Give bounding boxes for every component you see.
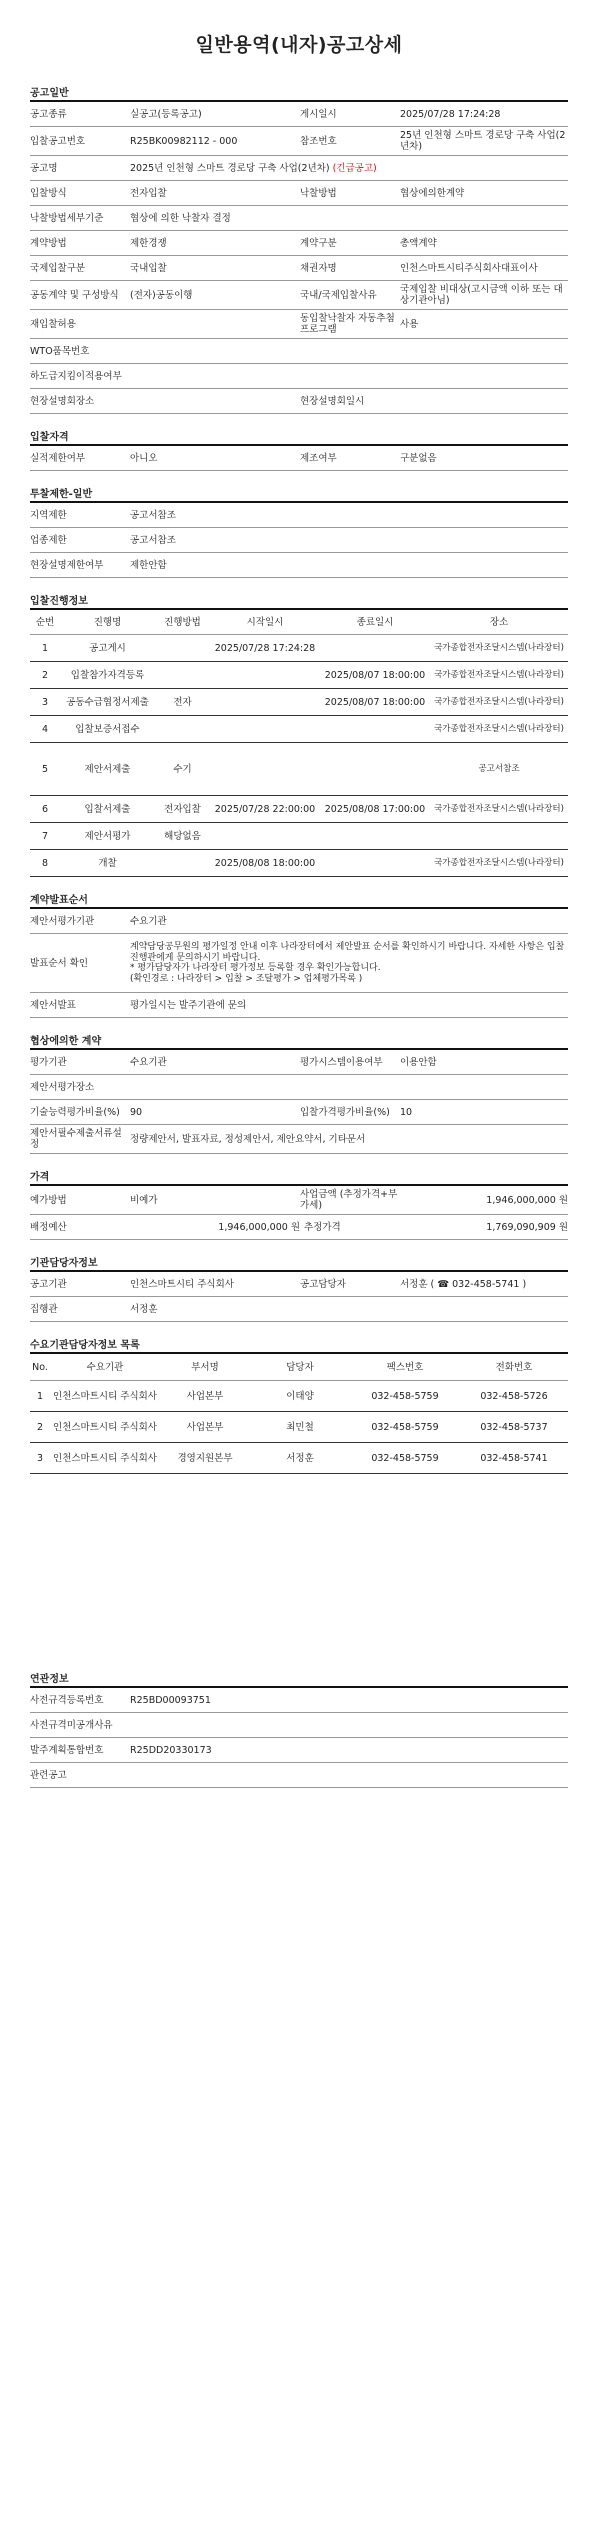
demand-cell-fax: 032-458-5759: [371, 1452, 439, 1464]
progress-row: [30, 743, 568, 796]
basic-row-4: [30, 181, 568, 206]
value-pre-spec-reason: [130, 1722, 568, 1728]
nego-row-4: [30, 1125, 568, 1154]
label-budget: 배정예산: [30, 1221, 67, 1233]
value-eval-agency: 수요기관: [130, 1056, 167, 1068]
progress-cell-place: 공고서참조: [478, 763, 520, 774]
progress-row: [30, 689, 568, 716]
progress-cell-place: 국가종합전자조달시스템(나라장터): [434, 803, 564, 814]
col-seq: 순번: [35, 616, 55, 628]
demand-cell-contact: 이태양: [286, 1390, 314, 1402]
value-notice-number: R25BK00982112 - 000: [130, 135, 238, 147]
progress-cell-place: 국가종합전자조달시스템(나라장터): [434, 723, 564, 734]
label-eval-org: 제안서평가기관: [30, 915, 95, 927]
basic-row-6: [30, 231, 568, 256]
value-perf-limit: 아니오: [130, 452, 158, 464]
value-wto: [130, 348, 568, 354]
progress-cell-start: 2025/08/08 18:00:00: [214, 857, 316, 869]
progress-cell-step: 공고게시: [89, 642, 126, 654]
demand-cell-contact: 서정훈: [286, 1452, 314, 1464]
basic-row-5: [30, 206, 568, 231]
value-region-limit: 공고서참조: [130, 509, 176, 521]
progress-cell-seq: 8: [41, 857, 49, 869]
label-rebid: 재입찰허용: [30, 318, 76, 330]
basic-row-12: [30, 389, 568, 414]
order-check-line-3: (확인경로 : 나라장터 > 입찰 > 조달평가 > 업체평가목록 ): [130, 973, 363, 984]
col-dept: 부서명: [191, 1361, 219, 1373]
value-intl-reason: 국제입찰 비대상(고시금액 이하 또는 대상기관아님): [400, 284, 563, 306]
col-agency: 수요기관: [86, 1361, 124, 1373]
limit-row-3: [30, 553, 568, 578]
progress-cell-method: 전자: [173, 696, 192, 708]
progress-cell-end: [320, 833, 430, 839]
label-executor: 집행관: [30, 1303, 58, 1315]
price-row-2: [30, 1215, 568, 1240]
demand-table-body: [30, 1381, 568, 1474]
col-fax: 팩스번호: [386, 1361, 424, 1373]
label-wto: WTO품목번호: [30, 345, 90, 357]
label-eval-place: 제안서평가장소: [30, 1081, 95, 1093]
label-joint-contract: 공동계약 및 구성방식: [30, 289, 119, 301]
value-notice-type: 실공고(등록공고): [130, 108, 202, 120]
progress-cell-method: 해당없음: [164, 830, 201, 842]
label-pre-spec-reason: 사전규격미공개사유: [30, 1719, 113, 1731]
value-tech-ratio: 90: [130, 1106, 143, 1118]
progress-cell-start: [210, 766, 320, 772]
label-notice-name: 공고명: [30, 162, 58, 174]
order-check-line-2: * 평가담당자가 나라장터 평가정보 등록할 경우 확인가능합니다.: [130, 963, 381, 973]
basic-row-2: [30, 127, 568, 156]
demand-cell-no: 1: [36, 1390, 44, 1402]
value-subcontract: [170, 373, 568, 379]
label-industry-limit: 업종제한: [30, 534, 67, 546]
label-related-notice: 관련공고: [30, 1769, 67, 1781]
order-row-2: [30, 934, 568, 993]
related-row-4: [30, 1763, 568, 1788]
col-contact: 담당자: [286, 1361, 314, 1373]
demand-table-header: [30, 1354, 568, 1381]
progress-cell-seq: 7: [41, 830, 49, 842]
label-notice-number: 입찰공고번호: [30, 135, 86, 147]
progress-cell-seq: 3: [41, 696, 49, 708]
demand-row: [30, 1443, 568, 1474]
value-price-method: 비예가: [130, 1194, 158, 1206]
progress-cell-seq: 6: [41, 803, 49, 815]
related-row-3: [30, 1738, 568, 1763]
demand-cell-phone: 032-458-5737: [480, 1421, 548, 1433]
progress-cell-seq: 4: [41, 723, 49, 735]
progress-row: [30, 716, 568, 743]
order-row-3: [30, 993, 568, 1018]
demand-cell-agency: 인천스마트시티 주식회사: [53, 1390, 157, 1402]
progress-cell-step: 공동수급협정서제출: [66, 696, 149, 708]
progress-cell-place: 국가종합전자조달시스템(나라장터): [434, 696, 564, 707]
demand-row: [30, 1412, 568, 1443]
label-required-docs: 제안서필수제출서류설정: [30, 1128, 122, 1150]
value-presentation: 평가일시는 발주기관에 문의: [130, 999, 247, 1011]
col-method: 진행방법: [164, 616, 201, 628]
progress-cell-end: 2025/08/07 18:00:00: [324, 696, 426, 708]
progress-row: [30, 635, 568, 662]
label-pre-spec-no: 사전규격등록번호: [30, 1694, 104, 1706]
col-no: No.: [32, 1361, 48, 1373]
label-award-criteria: 낙찰방법세부기준: [30, 212, 104, 224]
progress-cell-start: 2025/07/28 17:24:28: [214, 642, 316, 654]
col-end: 종료일시: [356, 616, 394, 628]
demand-cell-agency: 인천스마트시티 주식회사: [53, 1421, 157, 1433]
value-pre-spec-no: R25BD00093751: [130, 1694, 211, 1706]
progress-cell-end: [320, 645, 430, 651]
demand-cell-phone: 032-458-5741: [480, 1452, 548, 1464]
basic-row-9: [30, 310, 568, 339]
section-related-title: 연관정보: [30, 1656, 568, 1688]
label-eval-system: 평가시스템이용여부: [300, 1056, 383, 1068]
label-order-check: 발표순서 확인: [30, 957, 89, 969]
value-briefing-place: [130, 398, 300, 404]
progress-table-header: [30, 610, 568, 635]
section-qual-title: 입찰자격: [30, 414, 568, 446]
progress-cell-end: 2025/08/08 17:00:00: [324, 803, 426, 815]
col-step: 진행명: [93, 616, 122, 628]
label-estimated-price: 추정가격: [304, 1221, 341, 1233]
label-ref-number: 참조번호: [300, 135, 337, 147]
value-intl-bid: 국내입찰: [130, 262, 167, 274]
col-start: 시작일시: [246, 616, 284, 628]
value-contract-type: 총액계약: [400, 237, 437, 249]
value-award-criteria: 협상에 의한 낙찰자 결정: [130, 212, 231, 224]
label-briefing-date: 현장설명회일시: [300, 395, 365, 407]
progress-row: [30, 662, 568, 689]
demand-cell-no: 2: [36, 1421, 44, 1433]
value-eval-place: [130, 1084, 568, 1090]
value-rebid: [130, 321, 300, 327]
label-price-method: 예가방법: [30, 1194, 67, 1206]
value-manufacture: 구분없음: [400, 452, 437, 464]
progress-cell-method: [155, 672, 210, 678]
label-contract-method: 계약방법: [30, 237, 67, 249]
basic-row-10: [30, 339, 568, 364]
value-ref-number: 25년 인천형 스마트 경로당 구축 사업(2년차): [400, 130, 566, 152]
label-creditor: 채권자명: [300, 262, 337, 274]
label-region-limit: 지역제한: [30, 509, 67, 521]
progress-cell-method: 수기: [173, 763, 192, 775]
progress-cell-end: [320, 766, 430, 772]
demand-row: [30, 1381, 568, 1412]
label-briefing-limit: 현장설명제한여부: [30, 559, 104, 571]
progress-cell-method: [155, 860, 210, 866]
qual-row-1: [30, 446, 568, 471]
page-title: 일반용역(내자)공고상세: [195, 34, 403, 56]
progress-row: [30, 823, 568, 850]
value-project-amount: 1,946,000,000 원: [486, 1194, 568, 1206]
progress-row: [30, 850, 568, 877]
label-contract-type: 계약구분: [300, 237, 337, 249]
value-eval-org: 수요기관: [130, 915, 167, 927]
value-post-date: 2025/07/28 17:24:28: [400, 108, 501, 120]
progress-cell-start: [210, 833, 320, 839]
label-subcontract: 하도급지킴이적용여부: [30, 370, 122, 382]
value-creditor: 인천스마트시티주식회사대표이사: [400, 262, 538, 274]
basic-row-7: [30, 256, 568, 281]
value-briefing-limit: 제한안함: [130, 559, 167, 571]
section-order-title: 계약발표순서: [30, 877, 568, 909]
demand-cell-fax: 032-458-5759: [371, 1421, 439, 1433]
value-eval-system: 이용안함: [400, 1056, 437, 1068]
value-estimated-price: 1,769,090,909 원: [486, 1221, 568, 1233]
notice-name-text: 2025년 인천형 스마트 경로당 구축 사업(2년차): [130, 162, 330, 174]
notice-detail: [30, 0, 568, 1788]
value-executor: 서정훈: [130, 1303, 158, 1315]
value-bid-method: 전자입찰: [130, 187, 167, 199]
progress-cell-start: [210, 699, 320, 705]
value-auto-lottery: 사용: [400, 318, 419, 330]
blank-gap: [30, 1474, 568, 1656]
section-basic-title: 공고일반: [30, 70, 568, 102]
label-eval-agency: 평가기관: [30, 1056, 67, 1068]
demand-cell-contact: 최민철: [286, 1421, 314, 1433]
label-perf-limit: 실적제한여부: [30, 452, 86, 464]
basic-row-3: [30, 156, 568, 181]
related-row-2: [30, 1713, 568, 1738]
section-demand-title: 수요기관담당자정보 목록: [30, 1322, 568, 1354]
progress-cell-step: 제안서제출: [84, 763, 131, 775]
value-notice-org: 인천스마트시티 주식회사: [130, 1278, 234, 1290]
demand-cell-dept: 사업본부: [186, 1390, 224, 1402]
org-row-1: [30, 1272, 568, 1297]
value-related-notice: [130, 1772, 568, 1778]
label-intl-reason: 국내/국제입찰사유: [300, 289, 377, 301]
demand-cell-phone: 032-458-5726: [480, 1390, 548, 1402]
label-briefing-place: 현장설명회장소: [30, 395, 95, 407]
nego-row-2: [30, 1075, 568, 1100]
progress-cell-start: 2025/07/28 22:00:00: [214, 803, 316, 815]
label-manager: 공고담당자: [300, 1278, 346, 1290]
progress-cell-step: 개찰: [98, 857, 117, 869]
value-order-check: [130, 939, 568, 987]
basic-row-1: [30, 102, 568, 127]
label-order-plan-no: 발주계획통합번호: [30, 1744, 104, 1756]
value-briefing-date: [400, 398, 568, 404]
label-project-amount: 사업금액 (추정가격+부가세): [300, 1189, 398, 1211]
label-manufacture: 제조여부: [300, 452, 337, 464]
progress-table-body: [30, 635, 568, 877]
label-auto-lottery: 동입찰낙찰자 자동추첨 프로그램: [300, 313, 395, 335]
order-row-1: [30, 909, 568, 934]
progress-cell-step: 입찰보증서접수: [75, 723, 140, 735]
label-price-ratio: 입찰가격평가비율(%): [300, 1106, 390, 1118]
value-joint-contract: (전자)공동이행: [130, 289, 193, 301]
progress-cell-seq: 1: [41, 642, 49, 654]
value-required-docs: 정량제안서, 발표자료, 정성제안서, 제안요약서, 기타문서: [130, 1133, 366, 1145]
limit-row-2: [30, 528, 568, 553]
progress-cell-start: [210, 672, 320, 678]
section-price-title: 가격: [30, 1154, 568, 1186]
section-limit-title: 투찰제한-일반: [30, 471, 568, 503]
demand-cell-no: 3: [36, 1452, 44, 1464]
value-award-method: 협상에의한계약: [400, 187, 465, 199]
value-notice-name: [130, 160, 568, 177]
demand-cell-fax: 032-458-5759: [371, 1390, 439, 1402]
progress-cell-method: 전자입찰: [164, 803, 201, 815]
limit-row-1: [30, 503, 568, 528]
progress-cell-seq: 2: [41, 669, 49, 681]
label-tech-ratio: 기술능력평가비율(%): [30, 1106, 120, 1118]
related-row-1: [30, 1688, 568, 1713]
progress-cell-place: 국가종합전자조달시스템(나라장터): [434, 642, 564, 653]
progress-cell-place: 국가종합전자조달시스템(나라장터): [434, 669, 564, 680]
value-price-ratio: 10: [400, 1106, 413, 1118]
progress-cell-step: 입찰참가자격등록: [70, 669, 145, 681]
progress-cell-place: [430, 833, 568, 839]
value-contract-method: 제한경쟁: [130, 237, 167, 249]
progress-cell-end: [320, 726, 430, 732]
urgent-badge: (긴급공고): [332, 162, 377, 174]
value-manager: 서정훈 ( ☎ 032-458-5741 ): [400, 1278, 527, 1290]
progress-cell-end: 2025/08/07 18:00:00: [324, 669, 426, 681]
col-phone: 전화번호: [495, 1361, 533, 1373]
section-nego-title: 협상에의한 계약: [30, 1018, 568, 1050]
label-award-method: 낙찰방법: [300, 187, 337, 199]
price-row-1: [30, 1186, 568, 1215]
value-industry-limit: 공고서참조: [130, 534, 176, 546]
basic-row-8: [30, 281, 568, 310]
progress-cell-start: [210, 726, 320, 732]
progress-cell-method: [155, 726, 210, 732]
progress-cell-step: 입찰서제출: [84, 803, 131, 815]
nego-row-3: [30, 1100, 568, 1125]
demand-cell-dept: 사업본부: [186, 1421, 224, 1433]
progress-cell-place: 국가종합전자조달시스템(나라장터): [434, 857, 564, 868]
progress-cell-step: 제안서평가: [84, 830, 131, 842]
basic-row-11: [30, 364, 568, 389]
label-presentation: 제안서발표: [30, 999, 76, 1011]
label-notice-type: 공고종류: [30, 108, 67, 120]
order-check-line-1: 계약담당공무원의 평가일정 안내 이후 나라장터에서 제안발표 순서를 확인하시기 바랍니다. 자세한 사항은 입찰 진행관에게 문의하시기 바랍니다.: [130, 942, 565, 963]
value-budget: 1,946,000,000 원: [218, 1221, 300, 1233]
col-place: 장소: [489, 616, 509, 628]
section-progress-title: 입찰진행정보: [30, 578, 568, 610]
label-post-date: 게시일시: [300, 108, 337, 120]
demand-cell-dept: 경영지원본부: [177, 1452, 233, 1464]
demand-cell-agency: 인천스마트시티 주식회사: [53, 1452, 157, 1464]
label-bid-method: 입찰방식: [30, 187, 67, 199]
label-intl-bid: 국제입찰구분: [30, 262, 86, 274]
nego-row-1: [30, 1050, 568, 1075]
progress-cell-seq: 5: [41, 763, 49, 775]
progress-row: [30, 796, 568, 823]
label-notice-org: 공고기관: [30, 1278, 67, 1290]
org-row-2: [30, 1297, 568, 1322]
progress-cell-method: [155, 645, 210, 651]
progress-cell-end: [320, 860, 430, 866]
section-org-title: 기관담당자정보: [30, 1240, 568, 1272]
value-order-plan-no: R25DD20330173: [130, 1744, 212, 1756]
